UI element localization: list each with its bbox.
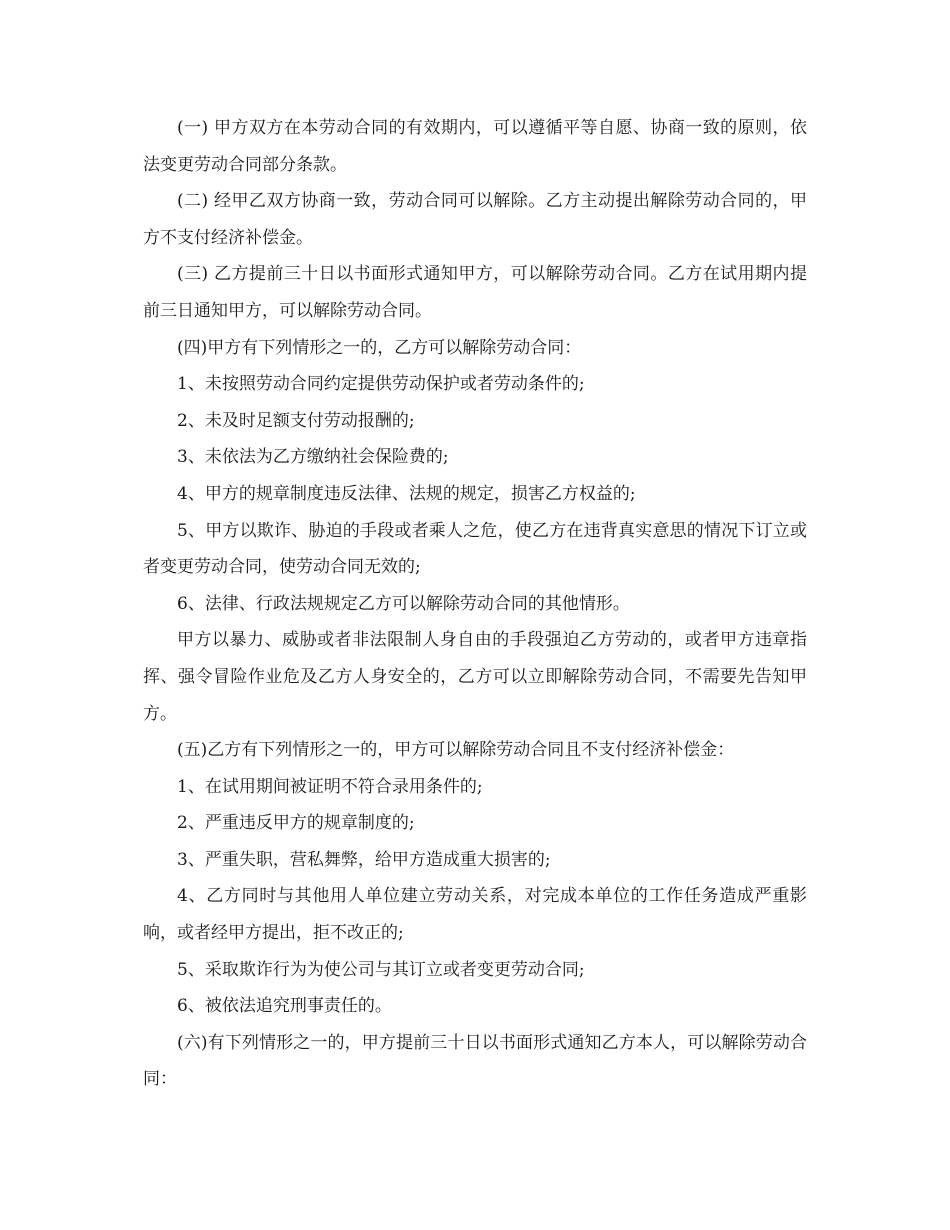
clause-5-item-6: 6、被依法追究刑事责任的。 xyxy=(177,996,392,1017)
clause-5-item-2: 2、严重违反甲方的规章制度的; xyxy=(177,813,415,834)
clause-3-paragraph: (三) 乙方提前三十日以书面形式通知甲方，可以解除劳动合同。乙方在试用期内提前三日通知甲方，可以解除劳动合同。 xyxy=(143,264,807,321)
immediate-termination-paragraph: 甲方以暴力、威胁或者非法限制人身自由的手段强迫乙方劳动的，或者甲方违章指挥、强令冒险作业危及乙方人身安全的，乙方可以立即解除劳动合同，不需要先告知甲方。 xyxy=(143,630,807,724)
clause-4-item-4: 4、甲方的规章制度违反法律、法规的规定，损害乙方权益的; xyxy=(177,483,636,504)
document-page xyxy=(143,110,807,1098)
clause-4-item-6: 6、法律、行政法规规定乙方可以解除劳动合同的其他情形。 xyxy=(177,593,630,614)
clause-1-paragraph: (一) 甲方双方在本劳动合同的有效期内，可以遵循平等自愿、协商一致的原则，依法变更劳动合同部分条款。 xyxy=(143,118,807,175)
clause-4-item-3: 3、未依法为乙方缴纳社会保险费的; xyxy=(177,447,449,468)
clause-2-paragraph: (二) 经甲乙双方协商一致，劳动合同可以解除。乙方主动提出解除劳动合同的，甲方不支付经济补偿金。 xyxy=(143,191,807,248)
clause-4-heading: (四)甲方有下列情形之一的，乙方可以解除劳动合同： xyxy=(177,337,582,358)
clause-4-item-2: 2、未及时足额支付劳动报酬的; xyxy=(177,410,415,431)
clause-5-item-3: 3、严重失职，营私舞弊，给甲方造成重大损害的; xyxy=(177,849,551,870)
clause-5-item-4: 4、乙方同时与其他用人单位建立劳动关系，对完成本单位的工作任务造成严重影响，或者经甲方提出，拒不改正的; xyxy=(143,886,807,944)
clause-5-item-5: 5、采取欺诈行为为使公司与其订立或者变更劳动合同; xyxy=(177,959,585,980)
clause-6-heading: (六)有下列情形之一的，甲方提前三十日以书面形式通知乙方本人，可以解除劳动合同： xyxy=(143,1032,807,1090)
clause-5-item-1: 1、在试用期间被证明不符合录用条件的; xyxy=(177,776,483,797)
clause-4-item-1: 1、未按照劳动合同约定提供劳动保护或者劳动条件的; xyxy=(177,374,585,395)
clause-4-item-5: 5、甲方以欺诈、胁迫的手段或者乘人之危，使乙方在违背真实意思的情况下订立或者变更劳动合同，使劳动合同无效的; xyxy=(143,520,807,578)
clause-5-heading: (五)乙方有下列情形之一的，甲方可以解除劳动合同且不支付经济补偿金： xyxy=(177,740,735,761)
